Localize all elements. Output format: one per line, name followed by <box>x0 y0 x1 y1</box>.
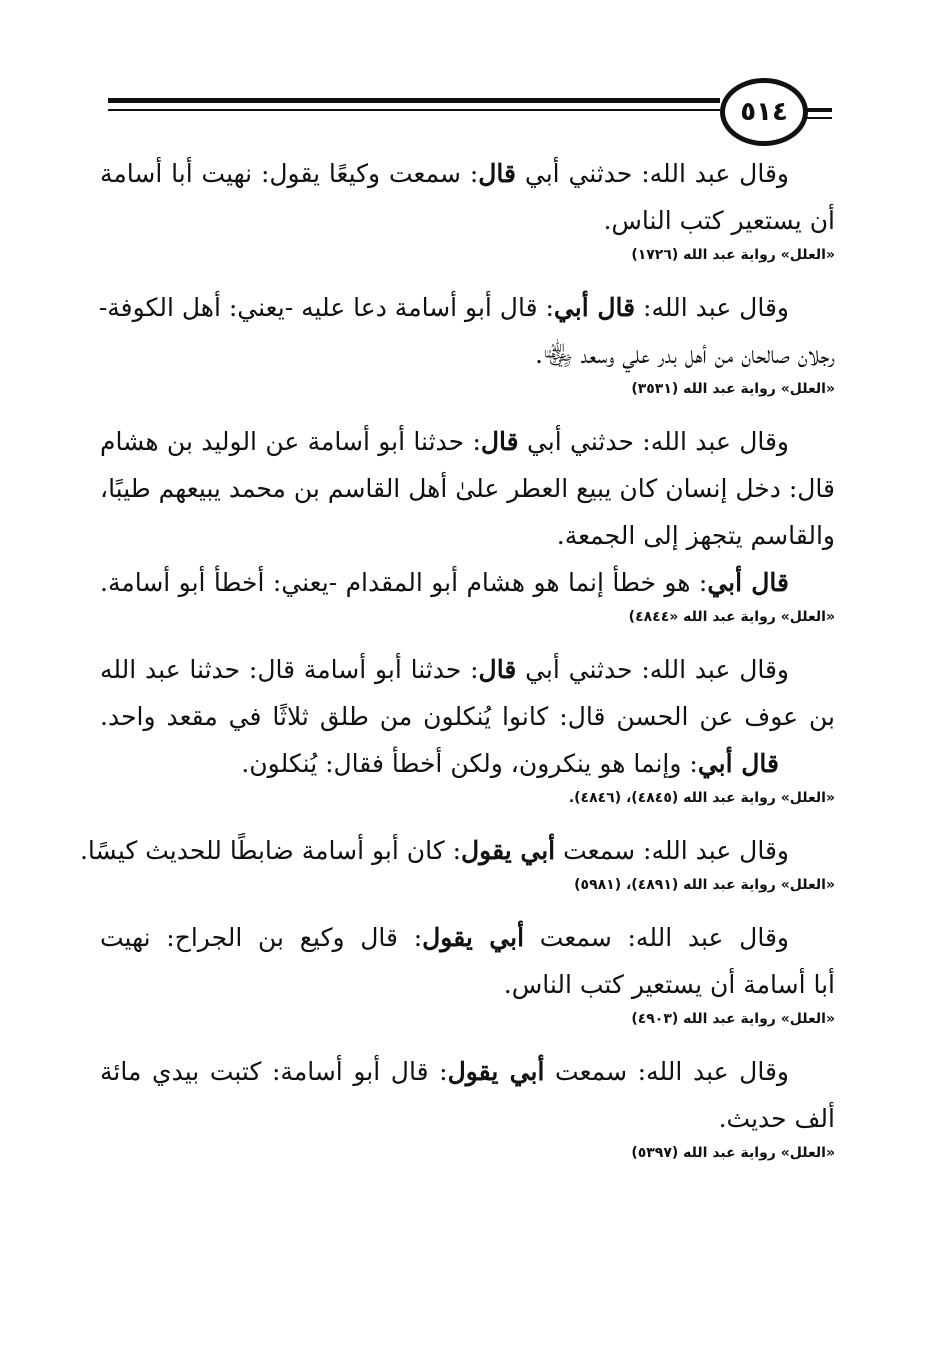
header-rule-right-thick <box>806 108 832 112</box>
text-line: وقال عبد الله: حدثني أبي قال: حدثنا أبو أسامة قال: حدثنا عبد الله <box>100 655 790 684</box>
text-line: قال أبي: هو خطأ إنما هو هشام أبو المقدام -يعني: أخطأ أبو أسامة. <box>100 568 789 597</box>
narration-entry <box>100 646 835 809</box>
page-content <box>79 150 835 1164</box>
text-line: وقال عبد الله: سمعت أبي يقول: قال وكيع بن الجراح: نهيت <box>100 923 789 952</box>
source-reference: «العلل» رواية عبد الله (٤٩٠٣) <box>631 1011 835 1027</box>
text-line: أبا أسامة أن يستعير كتب الناس. <box>503 970 835 999</box>
source-reference: «العلل» رواية عبد الله (١٧٢٦) <box>631 247 835 263</box>
text-line: أن يستعير كتب الناس. <box>603 206 835 235</box>
source-reference: «العلل» رواية عبد الله «٤٨٤٤) <box>628 609 835 625</box>
text-line: بن عوف عن الحسن قال: كانوا يُنكلون من طلق ثلاثًا في مقعد واحد. <box>100 702 835 731</box>
source-reference: «العلل» رواية عبد الله (٤٨٩١)، (٥٩٨١) <box>574 877 835 893</box>
source-reference: «العلل» رواية عبد الله (٤٨٤٥)، (٤٨٤٦). <box>568 790 835 806</box>
source-reference: «العلل» رواية عبد الله (٣٥٣١) <box>631 381 835 397</box>
text-line: ألف حديث. <box>718 1104 835 1133</box>
page-number: ٥١٤ <box>740 97 788 127</box>
text-line: وقال عبد الله: حدثني أبي قال: حدثنا أبو أسامة عن الوليد بن هشام <box>100 427 789 456</box>
narration-entry <box>79 827 835 896</box>
text-line: وقال عبد الله: سمعت أبي يقول: قال أبو أسامة: كتبت بيدي مائة <box>100 1057 789 1086</box>
narration-entry <box>100 150 835 266</box>
narration-entry <box>100 284 835 400</box>
text-line: والقاسم يتجهز إلى الجمعة. <box>556 521 835 550</box>
narration-entry <box>100 418 835 628</box>
text-line: قال أبي: وإنما هو ينكرون، ولكن أخطأ فقال: يُنكلون. <box>241 749 779 778</box>
text-line: وقال عبد الله: قال أبي: قال أبو أسامة دعا عليه -يعني: أهل الكوفة- <box>98 293 789 322</box>
narration-entry <box>100 1048 835 1164</box>
header-rule-right-thin <box>806 117 832 119</box>
text-line: وقال عبد الله: حدثني أبي قال: سمعت وكيعًا يقول: نهيت أبا أسامة <box>100 159 789 188</box>
page-number-badge <box>720 78 808 146</box>
narration-entry <box>100 914 835 1030</box>
text-line: قال: دخل إنسان كان يبيع العطر علىٰ أهل القاسم بن محمد يبيعهم طيبًا، <box>100 474 835 503</box>
source-reference: «العلل» رواية عبد الله (٥٣٩٧) <box>631 1145 835 1161</box>
header-rule-thin <box>108 109 720 111</box>
header-rule-thick <box>108 98 720 103</box>
text-line: رجلان صالحان من أهل بدر علي وسعد ﵄. <box>535 340 835 369</box>
text-line: وقال عبد الله: سمعت أبي يقول: كان أبو أسامة ضابطًا للحديث كيسًا. <box>79 836 789 865</box>
